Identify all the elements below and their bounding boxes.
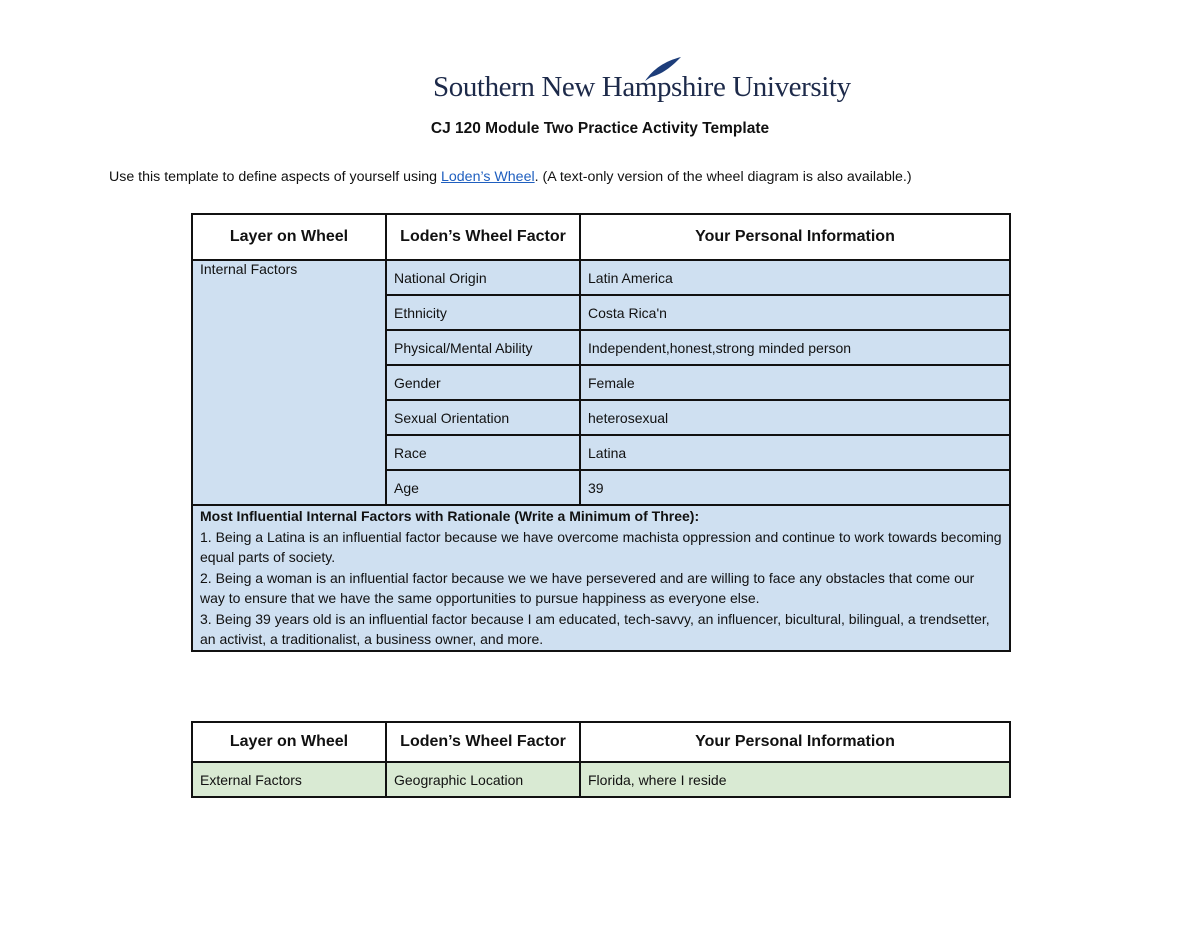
factor-cell[interactable]: Age — [386, 470, 580, 505]
info-cell[interactable]: heterosexual — [580, 400, 1010, 435]
layer-cell[interactable]: External Factors — [192, 762, 386, 797]
rationale-line: 2. Being a woman is an influential factor because we we have persevered and are willing to face any obstacles that come our way to ensure that we have the same opportunities to pursue happiness as everyone else. — [200, 569, 975, 606]
info-cell[interactable]: Latin America — [580, 260, 1010, 295]
rationale-line: 3. Being 39 years old is an influential factor because I am educated, tech-savvy, an influencer, bicultural, bilingual, a trendsetter, an activist, a traditionalist, a business owner, and more. — [200, 610, 990, 647]
layer-cell[interactable]: Internal Factors — [192, 260, 386, 505]
factor-cell[interactable]: Ethnicity — [386, 295, 580, 330]
header-factor: Loden’s Wheel Factor — [386, 214, 580, 260]
internal-factors-table — [191, 213, 1011, 652]
rationale-row — [192, 505, 1010, 651]
intro-after: . (A text-only version of the wheel diagram is also available.) — [534, 169, 912, 185]
header-factor: Loden’s Wheel Factor — [386, 722, 580, 762]
intro-before: Use this template to define aspects of yourself using — [109, 169, 442, 185]
factor-cell[interactable]: Race — [386, 435, 580, 470]
lodens-wheel-link[interactable]: Loden’s Wheel — [441, 169, 535, 185]
page-title: CJ 120 Module Two Practice Activity Template — [430, 120, 770, 137]
header-info: Your Personal Information — [580, 214, 1010, 260]
factor-cell[interactable]: Geographic Location — [386, 762, 580, 797]
factor-cell[interactable]: Sexual Orientation — [386, 400, 580, 435]
factor-cell[interactable]: National Origin — [386, 260, 580, 295]
logo-text: Southern New Hampshire University — [433, 71, 851, 103]
snhu-logo — [433, 55, 851, 110]
table-row — [192, 762, 1010, 797]
header-info: Your Personal Information — [580, 722, 1010, 762]
factor-cell[interactable]: Physical/Mental Ability — [386, 330, 580, 365]
header-layer: Layer on Wheel — [192, 214, 386, 260]
info-cell[interactable]: Florida, where I reside — [580, 762, 1010, 797]
info-cell[interactable]: Independent,honest,strong minded person — [580, 330, 1010, 365]
rationale-cell[interactable] — [192, 505, 1010, 651]
info-cell[interactable]: Costa Rica'n — [580, 295, 1010, 330]
header-row — [192, 214, 1010, 260]
header-layer: Layer on Wheel — [192, 722, 386, 762]
info-cell[interactable]: 39 — [580, 470, 1010, 505]
rationale-line: 1. Being a Latina is an influential factor because we have overcome machista oppression and continue to work towards becoming equal parts of society. — [200, 528, 1002, 565]
header-row — [192, 722, 1010, 762]
factor-cell[interactable]: Gender — [386, 365, 580, 400]
external-factors-table — [191, 721, 1011, 798]
table-row — [192, 260, 1010, 295]
intro-text — [109, 169, 912, 185]
info-cell[interactable]: Female — [580, 365, 1010, 400]
info-cell[interactable]: Latina — [580, 435, 1010, 470]
rationale-title: Most Influential Internal Factors with Rationale (Write a Minimum of Three): — [200, 508, 700, 524]
